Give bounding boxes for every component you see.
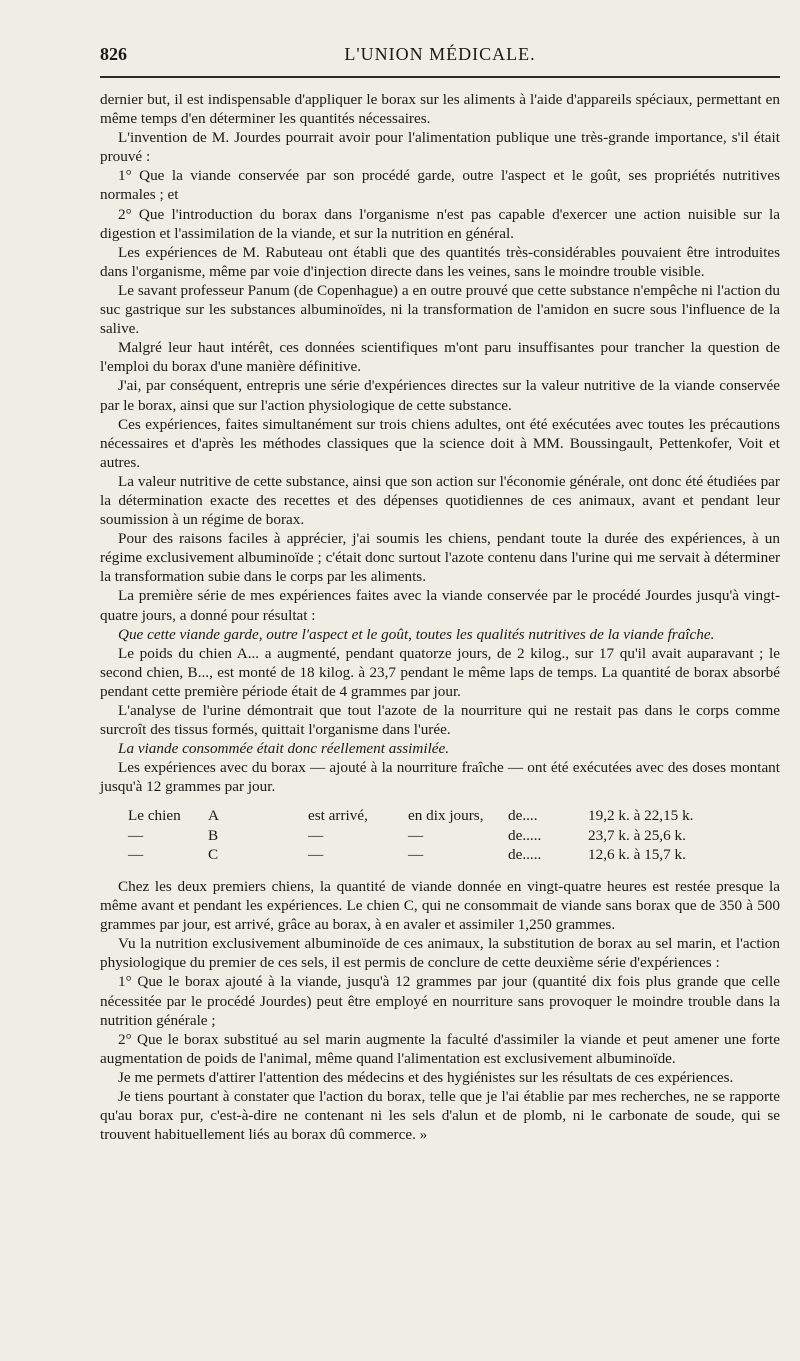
article-body	[100, 90, 780, 1144]
paragraph: J'ai, par conséquent, entrepris une série d'expériences directes sur la valeur nutritive de la viande conservée par le borax, ainsi que sur l'action physiologique de cette substance.	[100, 377, 780, 414]
table-cell: B	[208, 826, 219, 844]
table-cell: —	[408, 826, 424, 844]
table-cell: —	[308, 826, 324, 844]
table-cell: de.....	[508, 846, 542, 864]
paragraph: 2° Que le borax substitué au sel marin augmente la faculté d'assimiler la viande et peut amener une forte augmentation de poids de l'animal, même quand l'alimentation est exclusivement albuminoïde.	[100, 1030, 780, 1067]
paragraph: Malgré leur haut intérêt, ces données scientifiques m'ont paru insuffisantes pour trancher la question de l'emploi du borax d'une manière définitive.	[100, 339, 780, 376]
paragraph: 1° Que le borax ajouté à la viande, jusqu'à 12 grammes par jour (quantité dix fois plus grande que celle nécessitée par le procédé Jourdes) peut être employé en nourriture sans provoquer le moindre trouble dans la nutrition générale ;	[100, 973, 780, 1029]
paragraph: Je me permets d'attirer l'attention des médecins et des hygiénistes sur les résultats de ces expériences.	[118, 1068, 734, 1086]
table-cell: 19,2 k. à 22,15 k.	[588, 807, 694, 825]
paragraph: La première série de mes expériences faites avec la viande conservée par le procédé Jourdes jusqu'à vingt-quatre jours, a donné pour résultat :	[100, 587, 780, 624]
table-cell: —	[408, 846, 424, 864]
table-cell: Le chien	[128, 807, 181, 825]
page-number: 826	[100, 44, 127, 64]
paragraph: Pour des raisons faciles à apprécier, j'ai soumis les chiens, pendant toute la durée des expériences, à un régime exclusivement albuminoïde ; c'était donc surtout l'azote contenu dans l'urine qui me servait à déterminer la transformation subie dans le corps par les aliments.	[100, 530, 780, 586]
paragraph: L'analyse de l'urine démontrait que tout l'azote de la nourriture qui ne restait pas dans le corps comme surcroît des tissus formés, quittait l'organisme dans l'urée.	[100, 702, 780, 739]
paragraph: Que cette viande garde, outre l'aspect et le goût, toutes les qualités nutritives de la viande fraîche.	[118, 625, 715, 643]
table-cell: —	[128, 826, 144, 844]
paragraph: 2° Que l'introduction du borax dans l'organisme n'est pas capable d'exercer une action nuisible sur la digestion et l'assimilation de la viande, et sur la nutrition en général.	[100, 205, 780, 242]
table-cell: A	[208, 807, 219, 825]
paragraph: 1° Que la viande conservée par son procédé garde, outre l'aspect et le goût, ses propriétés nutritives normales ; et	[100, 167, 780, 204]
paragraph: L'invention de M. Jourdes pourrait avoir pour l'alimentation publique une très-grande importance, s'il était prouvé :	[100, 129, 780, 166]
table-cell: 23,7 k. à 25,6 k.	[588, 826, 686, 844]
paragraph: Les expériences de M. Rabuteau ont établi que des quantités très-considérables pouvaient être introduites dans l'organisme, même par voie d'injection directe dans les veines, sans le moindre trouble visible.	[100, 243, 780, 280]
text-section-a	[100, 90, 780, 796]
paragraph: dernier but, il est indispensable d'appliquer le borax sur les aliments à l'aide d'appareils spéciaux, permettant en même temps d'en déterminer les quantités nécessaires.	[100, 91, 780, 128]
paragraph: Ces expériences, faites simultanément sur trois chiens adultes, ont été exécutées avec toutes les précautions nécessaires et d'après les méthodes classiques que la science doit à MM. Boussingault, Pettenkofer, Voit et autres.	[100, 415, 780, 471]
table-row	[128, 845, 780, 865]
table-cell: —	[308, 846, 324, 864]
paragraph: La valeur nutritive de cette substance, ainsi que son action sur l'économie générale, ont donc été étudiées par la détermination exacte des recettes et des dépenses quotidiennes de ces animaux, avant et pendant leur soumission à un régime de borax.	[100, 472, 780, 529]
running-title: L'UNION MÉDICALE.	[344, 44, 536, 64]
table-cell: 12,6 k. à 15,7 k.	[588, 846, 686, 864]
weights-table	[128, 806, 780, 865]
table-cell: de....	[508, 807, 538, 825]
table-row	[128, 806, 780, 826]
table-cell: de.....	[508, 826, 542, 844]
table-cell: C	[208, 846, 219, 864]
paragraph: Le savant professeur Panum (de Copenhague) a en outre prouvé que cette substance n'empêche ni l'action du suc gastrique sur les substances albuminoïdes, ni la transformation de l'amidon en sucre sous l'influence de la salive.	[100, 281, 780, 338]
paragraph: Le poids du chien A... a augmenté, pendant quatorze jours, de 2 kilog., sur 17 qu'il avait auparavant ; le second chien, B..., est monté de 18 kilog. à 23,7 pendant le même laps de temps. La quantité de borax absorbé pendant cette première période était de 4 grammes par jour.	[100, 644, 780, 700]
paragraph: Je tiens pourtant à constater que l'action du borax, telle que je l'ai établie par mes recherches, ne se rapporte qu'au borax pur, c'est-à-dire ne contenant ni les sels d'alun et de plomb, ni le carbonate de soude, qui se trouvent habituellement liés au borax dû commerce. »	[100, 1088, 780, 1144]
text-section-b	[100, 877, 780, 1144]
table-row	[128, 826, 780, 846]
page-header	[100, 42, 780, 78]
table-cell: est arrivé,	[308, 807, 368, 825]
paragraph: La viande consommée était donc réellement assimilée.	[118, 740, 450, 758]
paragraph: Chez les deux premiers chiens, la quantité de viande donnée en vingt-quatre heures est restée presque la même avant et pendant les expériences. Le chien C, qui ne consommait de viande sans borax que de 350 à 500 grammes par jour, est arrivé, grâce au borax, à en avaler et assimiler 1,250 grammes.	[100, 877, 780, 934]
table-cell: —	[128, 846, 144, 864]
table-cell: en dix jours,	[408, 807, 484, 825]
paragraph: Vu la nutrition exclusivement albuminoïde de ces animaux, la substitution de borax au sel marin, et l'action physiologique du premier de ces sels, il est permis de conclure de cette deuxième série d'expériences :	[100, 935, 780, 972]
paragraph: Les expériences avec du borax — ajouté à la nourriture fraîche — ont été exécutées avec des doses montant jusqu'à 12 grammes par jour.	[100, 759, 780, 796]
